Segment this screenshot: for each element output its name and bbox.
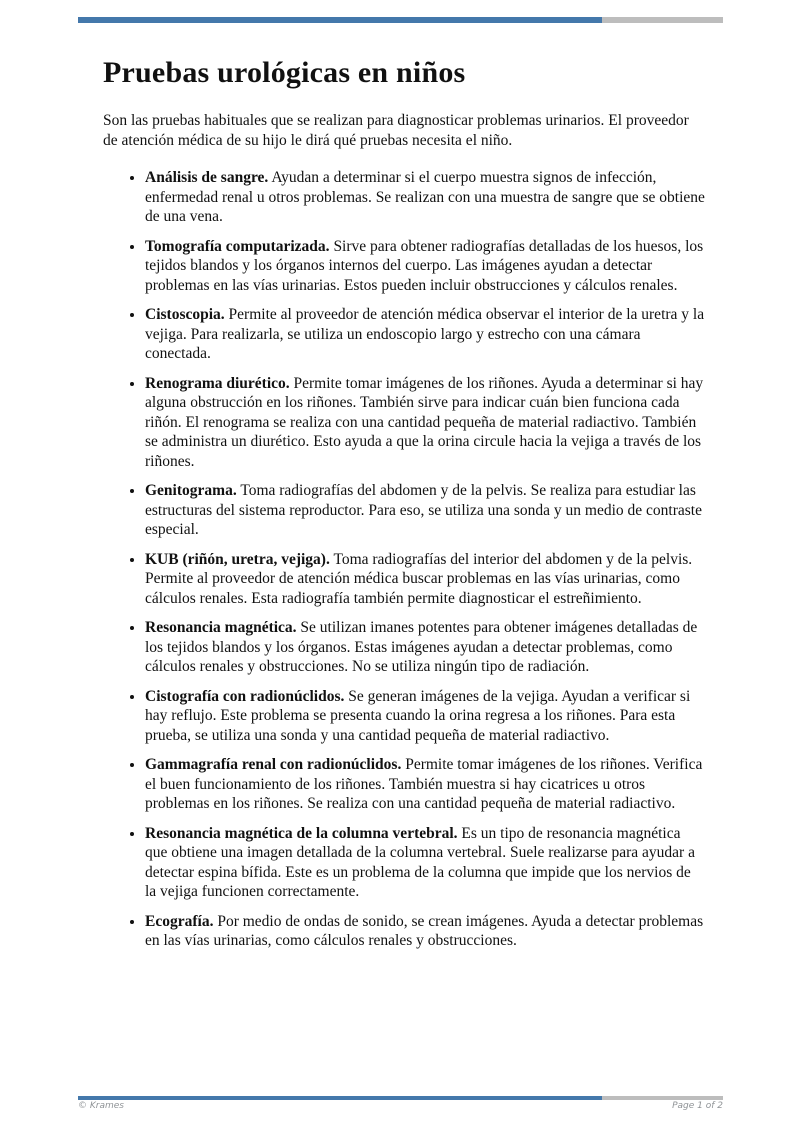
test-name: Resonancia magnética. xyxy=(145,619,297,636)
footer-copyright: © Krames xyxy=(78,1101,124,1111)
test-name: Cistografía con radionúclidos. xyxy=(145,687,345,705)
list-item xyxy=(145,305,705,364)
test-name: Análisis de sangre. xyxy=(145,169,269,186)
test-desc: Es un tipo de resonancia magnética que obtiene una imagen detallada de la columna vertebral. Suele realizarse para ayudar a detectar espina bífida. Este es un problema de la columna que impide que los nervios de la vejiga funcionen correctamente. xyxy=(145,824,695,900)
list-item xyxy=(145,168,705,227)
footer-page-number: Page 1 of 2 xyxy=(672,1101,723,1111)
footer-divider-bar-accent xyxy=(78,1096,602,1100)
list-item xyxy=(145,550,705,609)
document-body xyxy=(103,56,705,961)
list-item xyxy=(145,824,705,902)
test-desc: Permite tomar imágenes de los riñones. Ayuda a determinar si hay alguna obstrucción en los riñones. También sirve para indicar cuán bien funciona cada riñón. El renograma se realiza con una cantidad pequeña de material radiactivo. También se administra un diurético. Esto ayuda a que la orina circule hacia la vejiga a través de los riñones. xyxy=(145,374,704,470)
footer-divider-bar-gray xyxy=(602,1096,723,1100)
footer-divider-bar xyxy=(78,1096,723,1100)
top-divider-bar xyxy=(78,17,723,23)
test-list xyxy=(103,168,705,951)
top-divider-bar-accent xyxy=(78,17,602,23)
test-name: Ecografía. xyxy=(145,912,214,930)
test-desc: Ayudan a determinar si el cuerpo muestra signos de infección, enfermedad renal u otros problemas. Se realizan con una muestra de sangre que se obtiene de una vena. xyxy=(145,169,705,225)
test-name: KUB (riñón, uretra, vejiga). xyxy=(145,550,330,568)
test-name: Renograma diurético. xyxy=(145,374,290,392)
test-desc: Por medio de ondas de sonido, se crean imágenes. Ayuda a detectar problemas en las vías urinarias, como cálculos renales y obstrucciones. xyxy=(145,912,704,949)
list-item xyxy=(145,374,705,472)
test-desc: Toma radiografías del abdomen y de la pelvis. Se realiza para estudiar las estructuras del sistema reproductor. Para eso, se utiliza una sonda y un medio de contraste especial. xyxy=(145,482,702,538)
test-desc: Sirve para obtener radiografías detalladas de los huesos, los tejidos blandos y los órganos internos del cuerpo. Las imágenes ayudan a detectar problemas en las vías urinarias. Estos pueden incluir obstrucciones y cálculos renales. xyxy=(145,237,704,294)
list-item xyxy=(145,687,705,746)
list-item xyxy=(145,755,705,814)
list-item xyxy=(145,237,705,296)
test-desc: Se utilizan imanes potentes para obtener imágenes detalladas de los tejidos blandos y los órganos. Estas imágenes ayudan a detectar problemas, como cálculos renales y obstrucciones. No se utiliza ningún tipo de radiación. xyxy=(145,619,698,675)
intro-paragraph: Son las pruebas habituales que se realizan para diagnosticar problemas urinarios. El proveedor de atención médica de su hijo le dirá qué pruebas necesita el niño. xyxy=(103,112,689,149)
test-name: Cistoscopia. xyxy=(145,306,225,323)
test-desc: Se generan imágenes de la vejiga. Ayudan a verificar si hay reflujo. Este problema se presenta cuando la orina regresa a los riñones. Para esta prueba, se utiliza una sonda y una cantidad pequeña de material radiactivo. xyxy=(145,687,691,744)
list-item xyxy=(145,618,705,677)
test-desc: Permite al proveedor de atención médica observar el interior de la uretra y la vejiga. Para realizarla, se utiliza un endoscopio largo y estrecho con una cámara conectada. xyxy=(145,306,705,362)
test-desc: Toma radiografías del interior del abdomen y de la pelvis. Permite al proveedor de atención médica buscar problemas en las vías urinarias, como cálculos renales. Esta radiografía también permite diagnosticar el estreñimiento. xyxy=(145,550,693,607)
list-item xyxy=(145,912,705,951)
test-desc: Permite tomar imágenes de los riñones. Verifica el buen funcionamiento de los riñones. También muestra si hay cicatrices u otros problemas en los riñones. Se realiza con una cantidad pequeña de material radiactivo. xyxy=(145,756,703,812)
list-item xyxy=(145,481,705,540)
page-title: Pruebas urológicas en niños xyxy=(103,56,466,89)
top-divider-bar-gray xyxy=(602,17,723,23)
test-name: Resonancia magnética de la columna vertebral. xyxy=(145,824,458,842)
test-name: Gammagrafía renal con radionúclidos. xyxy=(145,756,402,773)
test-name: Genitograma. xyxy=(145,482,237,499)
test-name: Tomografía computarizada. xyxy=(145,237,330,255)
